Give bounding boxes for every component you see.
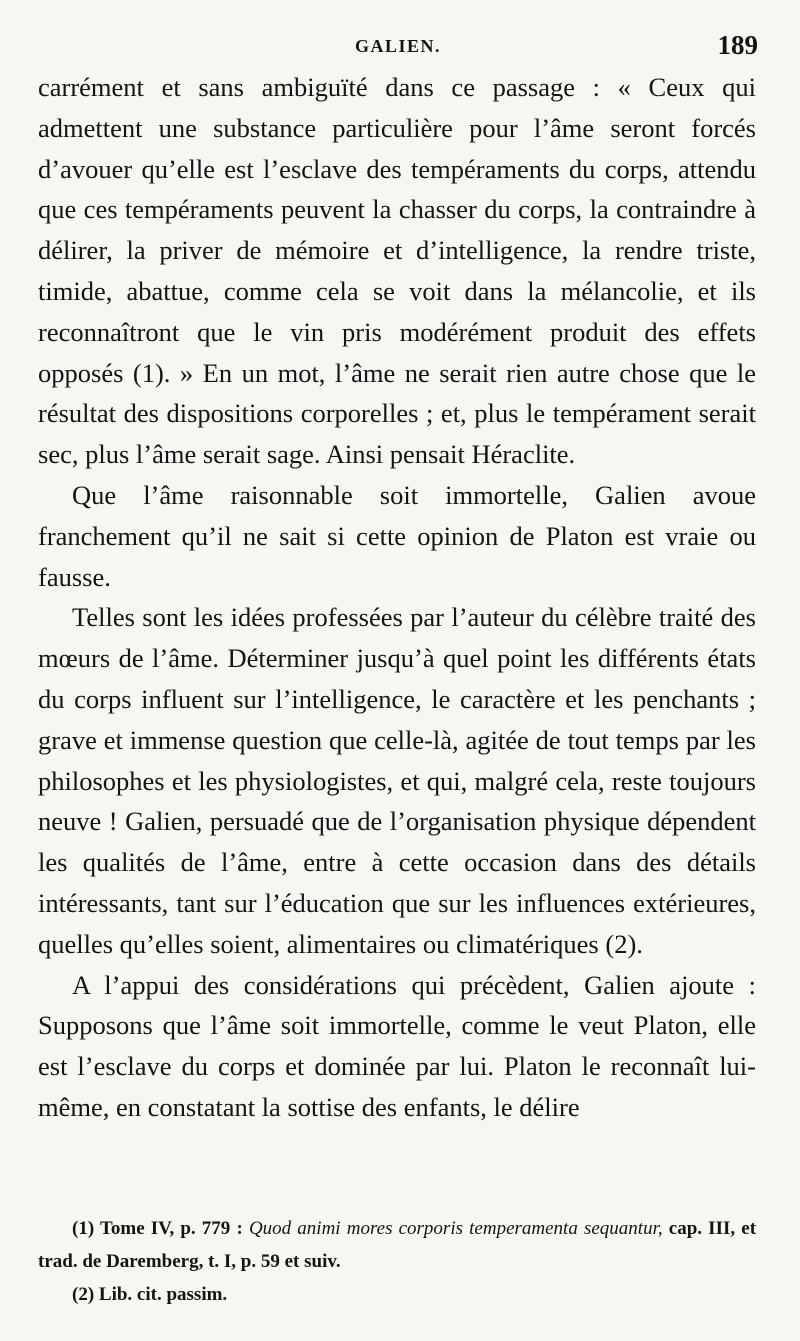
running-title: GALIEN. — [354, 36, 441, 56]
footnote-1-ref: (1) Tome IV, p. 779 : — [72, 1218, 249, 1239]
footnote-1-rest: cap. III, et trad. de Daremberg, t. I, p. 59 et suiv. — [38, 1218, 757, 1272]
paragraph-4: A l’appui des considérations qui précèdent, Galien ajoute : Supposons que l’âme soit immortelle, comme le veut Platon, elle est l’esclave du corps et dominée par lui. Platon le reconnaît lui-même, en constatant la sottise des enfants, le délire — [38, 969, 756, 1122]
page-header — [38, 30, 758, 70]
paragraph-2: Que l’âme raisonnable soit immortelle, Galien avoue franchement qu’il ne sait si cette opinion de Platon est vraie ou fausse. — [38, 479, 756, 592]
page-number: 189 — [717, 30, 758, 60]
body-text — [38, 67, 756, 1128]
footnote-1-italic: Quod animi mores corporis temperamenta sequantur, — [248, 1218, 663, 1239]
footnote-1 — [38, 1212, 756, 1278]
footnotes — [38, 1212, 756, 1311]
paragraph-3: Telles sont les idées professées par l’auteur du célèbre traité des mœurs de l’âme. Déterminer jusqu’à quel point les différents états du corps influent sur l’intelligence, le caractère et les penchants ; grave et immense question que celle-là, agitée de tout temps par les philosophes et les physiologistes, et qui, malgré cela, reste toujours neuve ! Galien, persuadé que de l’organisation physique dépendent les qualités de l’âme, entre à cette occasion dans des détails intéressants, tant sur l’éducation que sur les influences extérieures, quelles qu’elles soient, alimentaires ou climatériques (2). — [38, 602, 756, 959]
footnote-2: (2) Lib. cit. passim. — [72, 1284, 228, 1305]
paragraph-1: carrément et sans ambiguïté dans ce passage : « Ceux qui admettent une substance particulière pour l’âme seront forcés d’avouer qu’elle est l’esclave des tempéraments du corps, attendu que ces tempéraments peuvent la chasser du corps, la contraindre à délirer, la priver de mémoire et d’intelligence, la rendre triste, timide, abattue, comme cela se voit dans la mélancolie, et ils reconnaîtront que le vin pris modérément produit des effets opposés (1). » En un mot, l’âme ne serait rien autre chose que le résultat des dispositions corporelles ; et, plus le tempérament serait sec, plus l’âme serait sage. Ainsi pensait Héraclite. — [38, 72, 756, 470]
